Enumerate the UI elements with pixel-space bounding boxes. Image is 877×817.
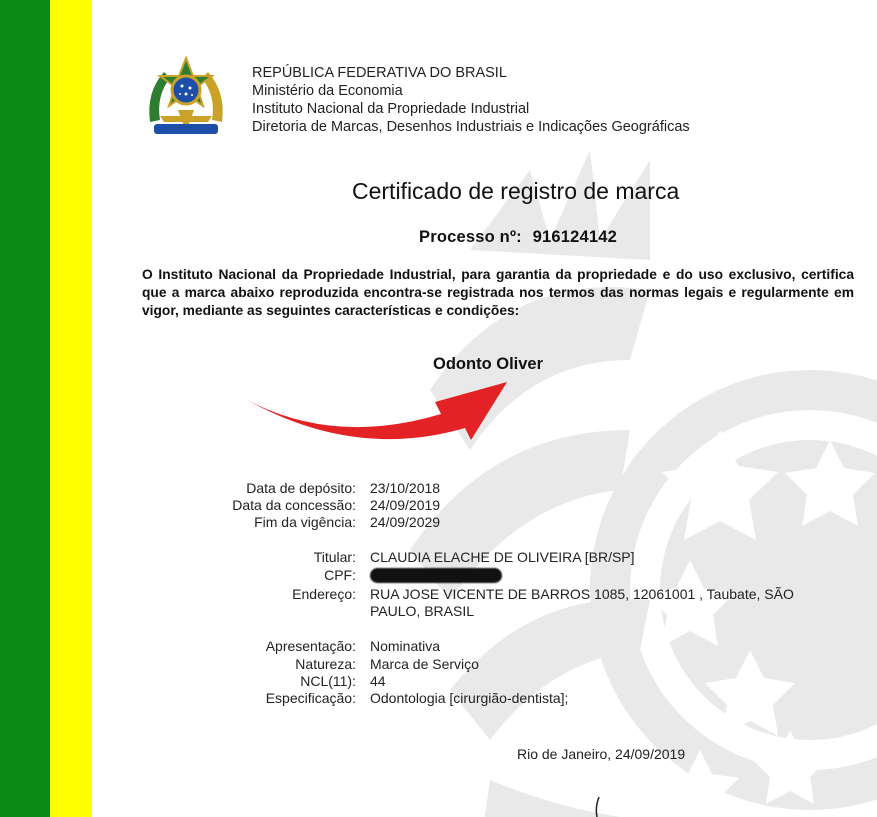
holder-value: CLAUDIA ELACHE DE OLIVEIRA [BR/SP] <box>370 549 635 565</box>
holder-label: Titular: <box>313 549 356 565</box>
place-and-date: Rio de Janeiro, 24/09/2019 <box>517 746 686 762</box>
green-stripe <box>0 0 50 817</box>
header-line-directorate: Diretoria de Marcas, Desenhos Industriais e Indicações Geográficas <box>252 119 690 135</box>
address-value: RUA JOSE VICENTE DE BARROS 1085, 12061001 , Taubate, SÃO PAULO, BRASIL <box>370 586 794 619</box>
expiry-date-value: 24/09/2029 <box>370 514 441 530</box>
process-number: 916124142 <box>532 228 618 246</box>
yellow-stripe <box>50 0 92 817</box>
ncl-label: NCL(11): <box>300 673 356 689</box>
grant-date-value: 24/09/2019 <box>370 497 441 513</box>
grant-date-label: Data da concessão: <box>232 497 356 513</box>
cpf-redacted-value <box>370 567 502 583</box>
specification-label: Especificação: <box>265 690 356 706</box>
cpf-label: CPF: <box>324 567 356 583</box>
header-line-ministry: Ministério da Economia <box>252 83 403 99</box>
certificate-intro: O Instituto Nacional da Propriedade Industrial, para garantia da propriedade e do uso exclusivo, certifica que a marca abaixo reproduzida encontra-se registrada nos termos das normas legais e regularmente em vigor, mediante as seguintes características e condições: <box>142 267 854 318</box>
specification-value: Odontologia [cirurgião-dentista]; <box>370 690 569 706</box>
signature-stroke-icon <box>575 795 615 817</box>
presentation-label: Apresentação: <box>265 638 356 654</box>
mark-name: Odonto Oliver <box>433 355 544 373</box>
red-arrow-icon <box>245 376 515 444</box>
certificate-title: Certificado de registro de marca <box>352 178 680 204</box>
header-lines <box>252 64 690 136</box>
address-label: Endereço: <box>292 586 356 602</box>
process-number-line <box>419 228 617 247</box>
nature-value: Marca de Serviço <box>370 656 479 672</box>
deposit-date-value: 23/10/2018 <box>370 480 441 496</box>
redaction-block <box>370 568 502 583</box>
expiry-date-label: Fim da vigência: <box>254 514 356 530</box>
presentation-value: Nominativa <box>370 638 441 654</box>
process-label: Processo nº: <box>419 228 522 246</box>
brazil-coat-of-arms-icon <box>140 52 232 144</box>
header-line-republic: REPÚBLICA FEDERATIVA DO BRASIL <box>252 65 507 81</box>
ncl-value: 44 <box>370 673 386 689</box>
header-line-institute: Instituto Nacional da Propriedade Industrial <box>252 101 530 117</box>
nature-label: Natureza: <box>295 656 356 672</box>
deposit-date-label: Data de depósito: <box>246 480 356 496</box>
